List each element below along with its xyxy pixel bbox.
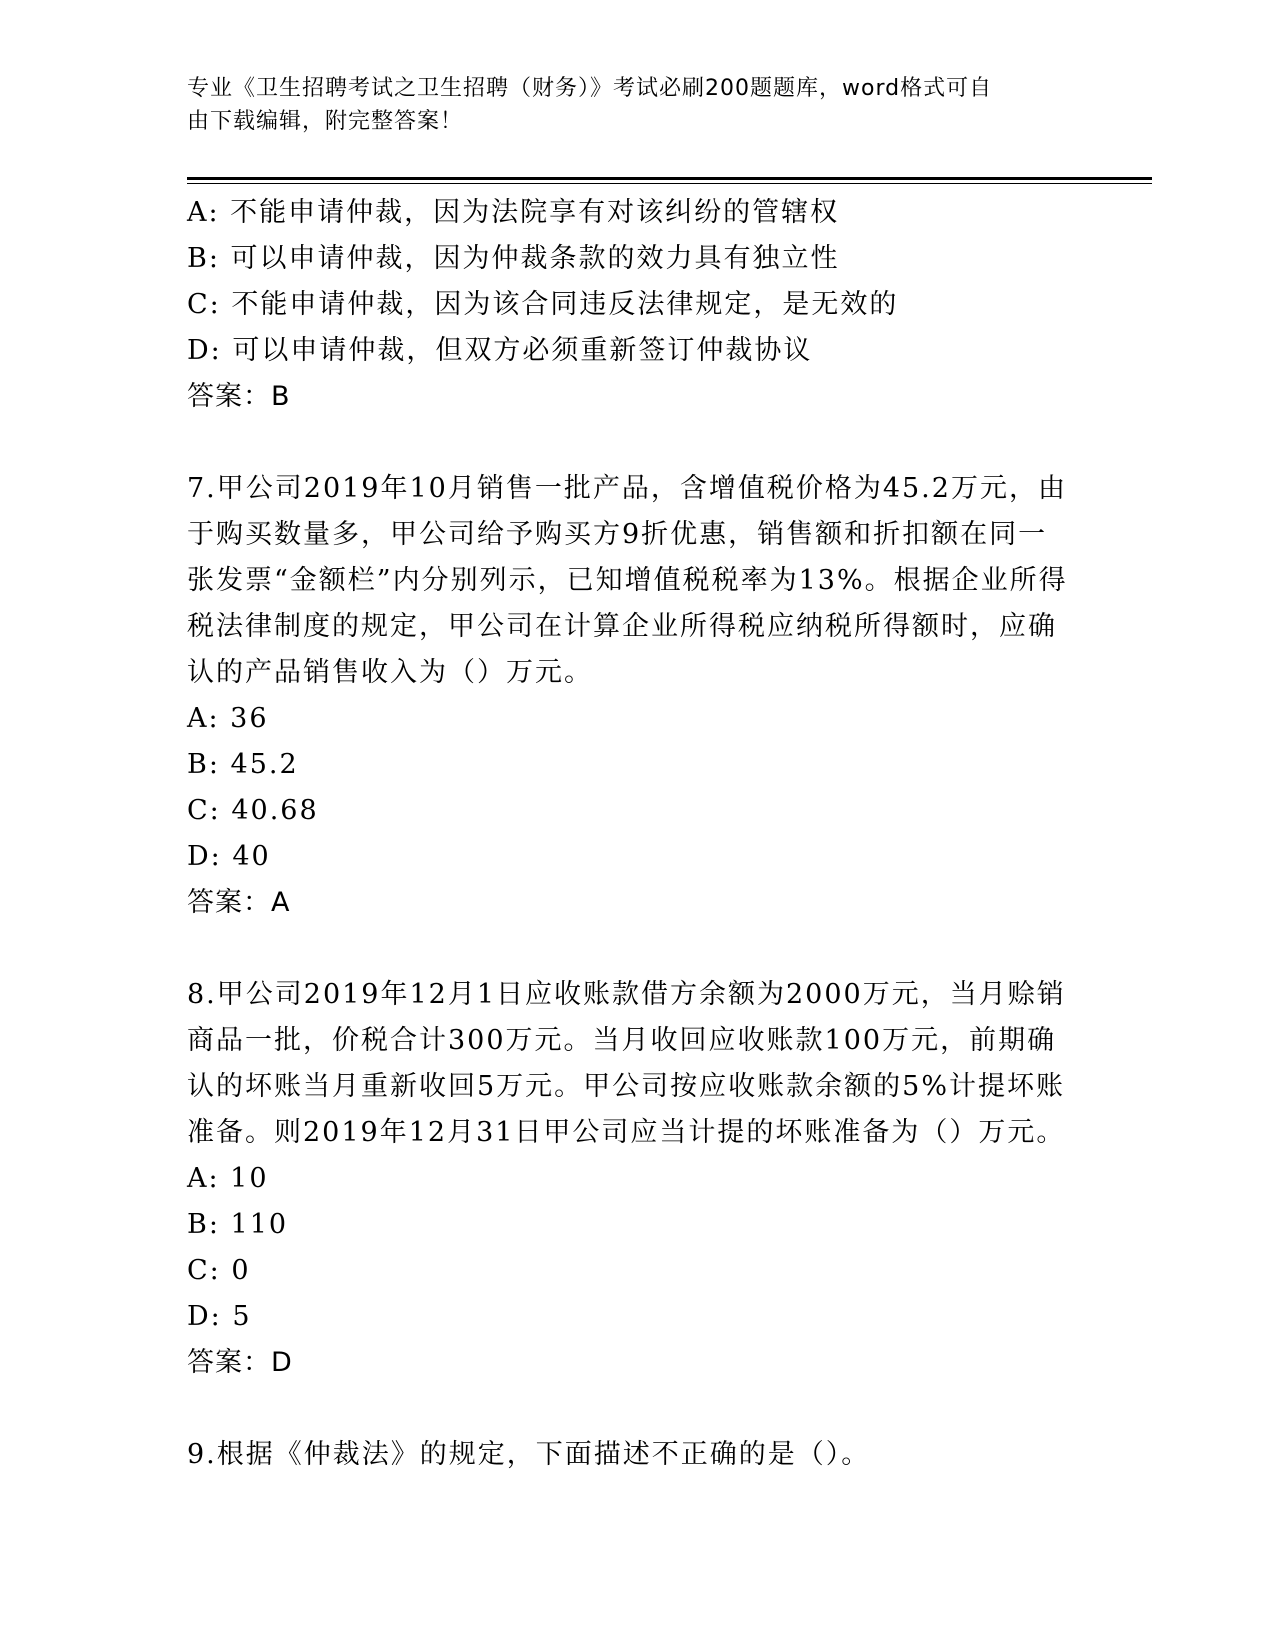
question-text-line: 7.甲公司2019年10月销售一批产品，含增值税价格为45.2万元，由 [187,473,1067,504]
spacer [187,926,1087,972]
option-a: A: 不能申请仲裁，因为法院享有对该纠纷的管辖权 [187,197,840,228]
answer-line: 答案：A [187,887,291,918]
option-a: A: 10 [187,1163,269,1194]
question-9-block [187,1432,1087,1478]
question-text-line: 于购买数量多，甲公司给予购买方9折优惠，销售额和折扣额在同一 [187,519,1048,550]
question-8-block [187,972,1087,1386]
option-b: B: 45.2 [187,749,299,780]
question-text-line: 商品一批，价税合计300万元。当月收回应收账款100万元，前期确 [187,1025,1057,1056]
option-d: D: 可以申请仲裁，但双方必须重新签订仲裁协议 [187,335,813,366]
option-d: D: 5 [187,1301,252,1332]
question-text-line: 认的产品销售收入为（）万元。 [187,657,593,688]
document-body [187,190,1087,1478]
question-7-block [187,466,1087,926]
header-divider-thick [187,177,1152,180]
option-d: D: 40 [187,841,271,872]
spacer [187,420,1087,466]
spacer [187,1386,1087,1432]
question-text-line: 税法律制度的规定，甲公司在计算企业所得税应纳税所得额时，应确 [187,611,1057,642]
question-text-line: 张发票“金额栏”内分别列示，已知增值税税率为13%。根据企业所得 [187,565,1068,596]
option-a: A: 36 [187,703,269,734]
answer-line: 答案：D [187,1347,293,1378]
prev-question-block [187,190,1087,420]
document-header [187,72,1067,138]
answer-line: 答案：B [187,381,291,412]
option-c: C: 40.68 [187,795,319,826]
option-c: C: 0 [187,1255,251,1286]
question-text-line: 9.根据《仲裁法》的规定，下面描述不正确的是（）。 [187,1439,871,1470]
header-divider-thin [187,183,1152,184]
option-b: B: 110 [187,1209,289,1240]
question-text-line: 8.甲公司2019年12月1日应收账款借方余额为2000万元，当月赊销 [187,979,1066,1010]
option-b: B: 可以申请仲裁，因为仲裁条款的效力具有独立性 [187,243,840,274]
header-title-line-2: 由下载编辑，附完整答案！ [187,109,464,134]
question-text-line: 认的坏账当月重新收回5万元。甲公司按应收账款余额的5%计提坏账 [187,1071,1066,1102]
question-text-line: 准备。则2019年12月31日甲公司应当计提的坏账准备为（）万元。 [187,1117,1066,1148]
header-title-line-1: 专业《卫生招聘考试之卫生招聘（财务）》考试必刷200题题库，word格式可自 [187,76,993,101]
option-c: C: 不能申请仲裁，因为该合同违反法律规定，是无效的 [187,289,899,320]
